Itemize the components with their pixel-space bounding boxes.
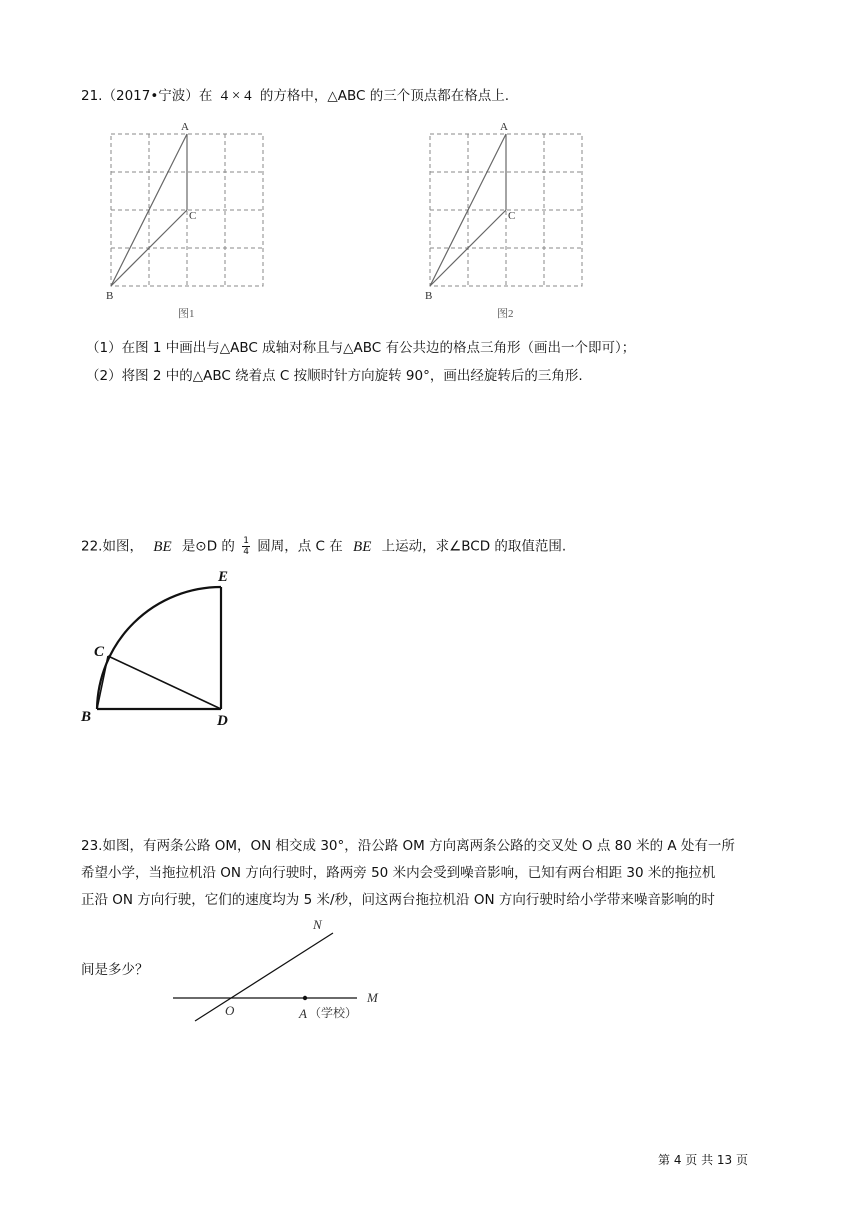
fig2-caption: 图2: [497, 308, 514, 320]
q22-label-e: E: [218, 569, 229, 585]
q22-mid-a: 是⊙D 的: [181, 538, 235, 555]
fig2-label-b: B: [425, 290, 433, 302]
fraction-numerator: 1: [243, 536, 249, 546]
q23-label-school: （学校）: [309, 1006, 358, 1020]
q21-intro-a: 在: [198, 88, 213, 104]
q22-figure: [80, 568, 250, 738]
q21-grid-size: 4 × 4: [220, 88, 252, 104]
q22-label-d: D: [217, 713, 228, 729]
q23-line-2: 希望小学，当拖拉机沿 ON 方向行驶时，路两旁 50 米内会受到噪音影响，已知有两台相距 30 米的拖拉机: [81, 865, 716, 881]
q22-mid-b: 圆周，点 C 在: [257, 538, 343, 555]
q21-figure-2: [419, 118, 599, 328]
q22-label-b: B: [81, 709, 92, 725]
q21-intro-b: 的方格中，△ABC 的三个顶点都在格点上.: [259, 88, 510, 104]
q23-label-n: N: [313, 917, 322, 932]
q23-label-a: A: [299, 1006, 307, 1021]
arc-be: [97, 587, 221, 709]
q22-number: 22.如图，: [81, 538, 143, 555]
q23-line-1: 23.如图，有两条公路 OM，ON 相交成 30°，沿公路 OM 方向离两条公路的交叉处 O 点 80 米的 A 处有一所: [81, 838, 735, 854]
page-number: 第 4 页 共 13 页: [658, 1153, 748, 1167]
fig1-caption: 图1: [178, 308, 195, 320]
point-a: [303, 996, 307, 1000]
fig1-label-a: A: [181, 121, 189, 133]
q21-number: 21.: [81, 88, 103, 104]
q21-source: （2017•宁波）: [102, 88, 199, 104]
q22-fraction: [242, 536, 250, 557]
q21-part1: （1）在图 1 中画出与△ABC 成轴对称且与△ABC 有公共边的格点三角形（画出一个即可）；: [86, 340, 636, 356]
q22-arc-be-2: BE: [353, 538, 372, 555]
q23-label-m: M: [367, 990, 378, 1005]
q23-line-3: 正沿 ON 方向行驶，它们的速度均为 5 米/秒，问这两台拖拉机沿 ON 方向行驶时给小学带来噪音影响的时: [81, 892, 715, 908]
fraction-denominator: 4: [243, 547, 249, 557]
q22-stem: [81, 536, 566, 557]
q22-label-c: C: [94, 644, 105, 660]
q21-figure-1: [100, 118, 280, 328]
fig2-label-c: C: [508, 210, 516, 222]
q21-part2: （2）将图 2 中的△ABC 绕着点 C 按顺时针方向旋转 90°，画出经旋转后的三角形.: [86, 368, 583, 384]
q21-stem: [81, 86, 509, 106]
q23-figure: [165, 915, 395, 1030]
q22-figure-shapes: [97, 587, 221, 709]
fig2-label-a: A: [500, 121, 508, 133]
q22-mid-c: 上运动，求∠BCD 的取值范围.: [381, 538, 567, 555]
q23-line-4: 间是多少？: [81, 962, 149, 978]
segment-bc: [97, 656, 108, 709]
q22-arc-be-1: BE: [153, 538, 172, 555]
fig1-label-b: B: [106, 290, 114, 302]
fig1-label-c: C: [189, 210, 197, 222]
segment-cd: [108, 656, 221, 709]
q23-label-o: O: [225, 1003, 235, 1018]
